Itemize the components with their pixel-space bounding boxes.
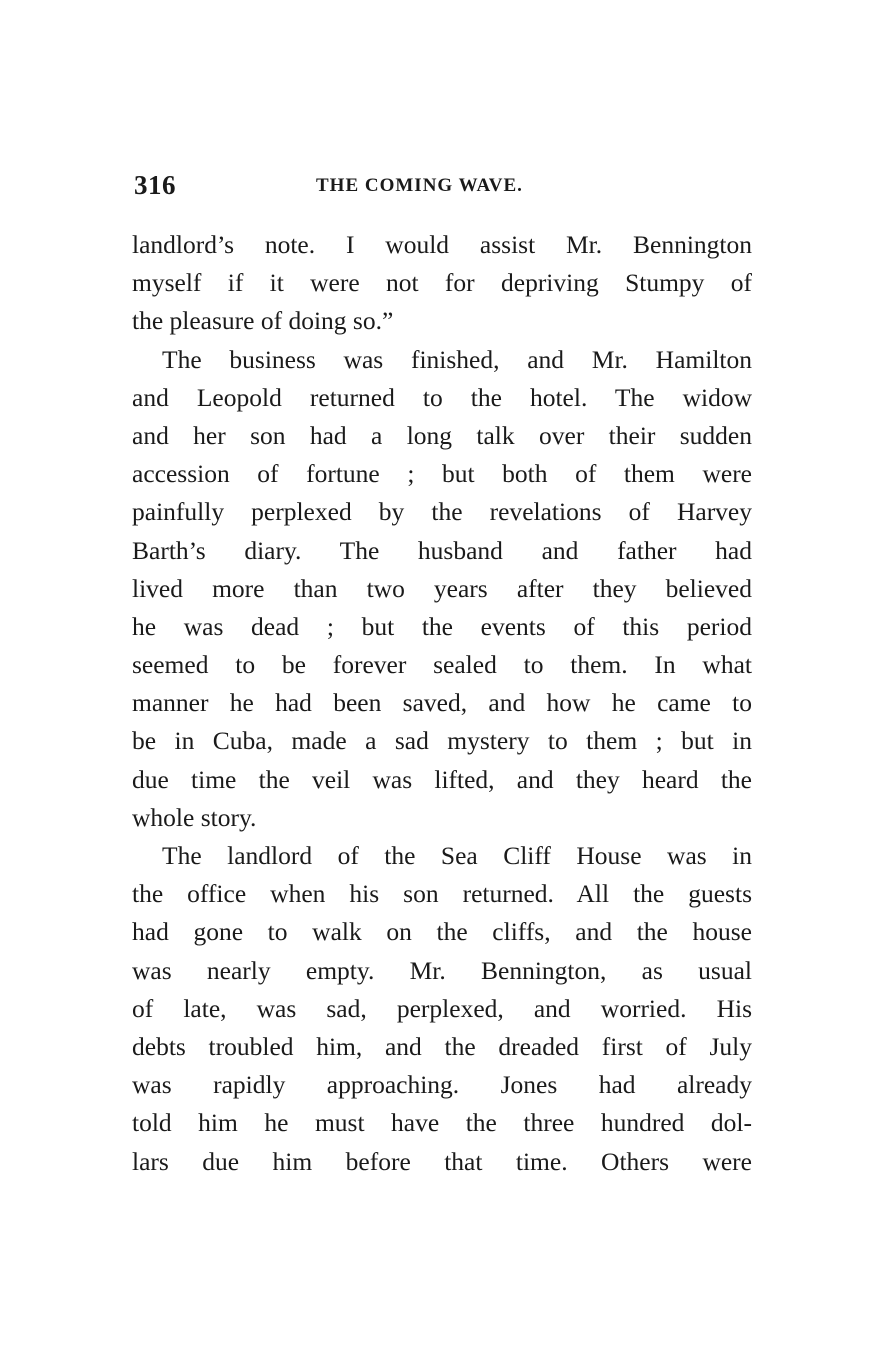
book-title: THE COMING WAVE. [316,175,523,196]
text-line: had gone to walk on the cliffs, and the house [132,917,752,947]
text-line: the office when his son returned. All the guests [132,879,752,909]
text-line: debts troubled him, and the dreaded first of July [132,1031,752,1061]
text-line: accession of fortune ; but both of them were [132,459,752,489]
text-line: told him he must have the three hundred dol- [132,1108,752,1138]
text-line: seemed to be forever sealed to them. In what [132,650,752,680]
text-line: myself if it were not for depriving Stumpy of [132,268,752,298]
text-line: due time the veil was lifted, and they heard the [132,764,752,794]
running-head [134,170,754,210]
text-line: was nearly empty. Mr. Bennington, as usual [132,955,752,985]
text-line: Barth’s diary. The husband and father had [132,535,752,565]
text-line: and her son had a long talk over their sudden [132,420,752,450]
text-line: The landlord of the Sea Cliff House was in [162,841,752,870]
text-line: landlord’s note. I would assist Mr. Bennington [132,230,752,259]
text-body [132,226,752,1181]
text-line: The business was finished, and Mr. Hamilton [162,344,752,374]
text-line: the pleasure of doing so.” [132,306,394,336]
text-line: he was dead ; but the events of this period [132,611,752,641]
page-number: 316 [134,170,176,200]
text-line: whole story. [132,802,257,832]
text-line: manner he had been saved, and how he came to [132,688,752,718]
text-line: was rapidly approaching. Jones had already [132,1070,752,1100]
text-line: lars due him before that time. Others were [132,1146,752,1176]
text-line: lived more than two years after they believed [132,573,752,603]
text-line: of late, was sad, perplexed, and worried. His [132,993,752,1023]
text-line: painfully perplexed by the revelations of Harvey [132,497,752,527]
text-line: and Leopold returned to the hotel. The widow [132,382,752,412]
text-line: be in Cuba, made a sad mystery to them ; but in [132,726,752,756]
